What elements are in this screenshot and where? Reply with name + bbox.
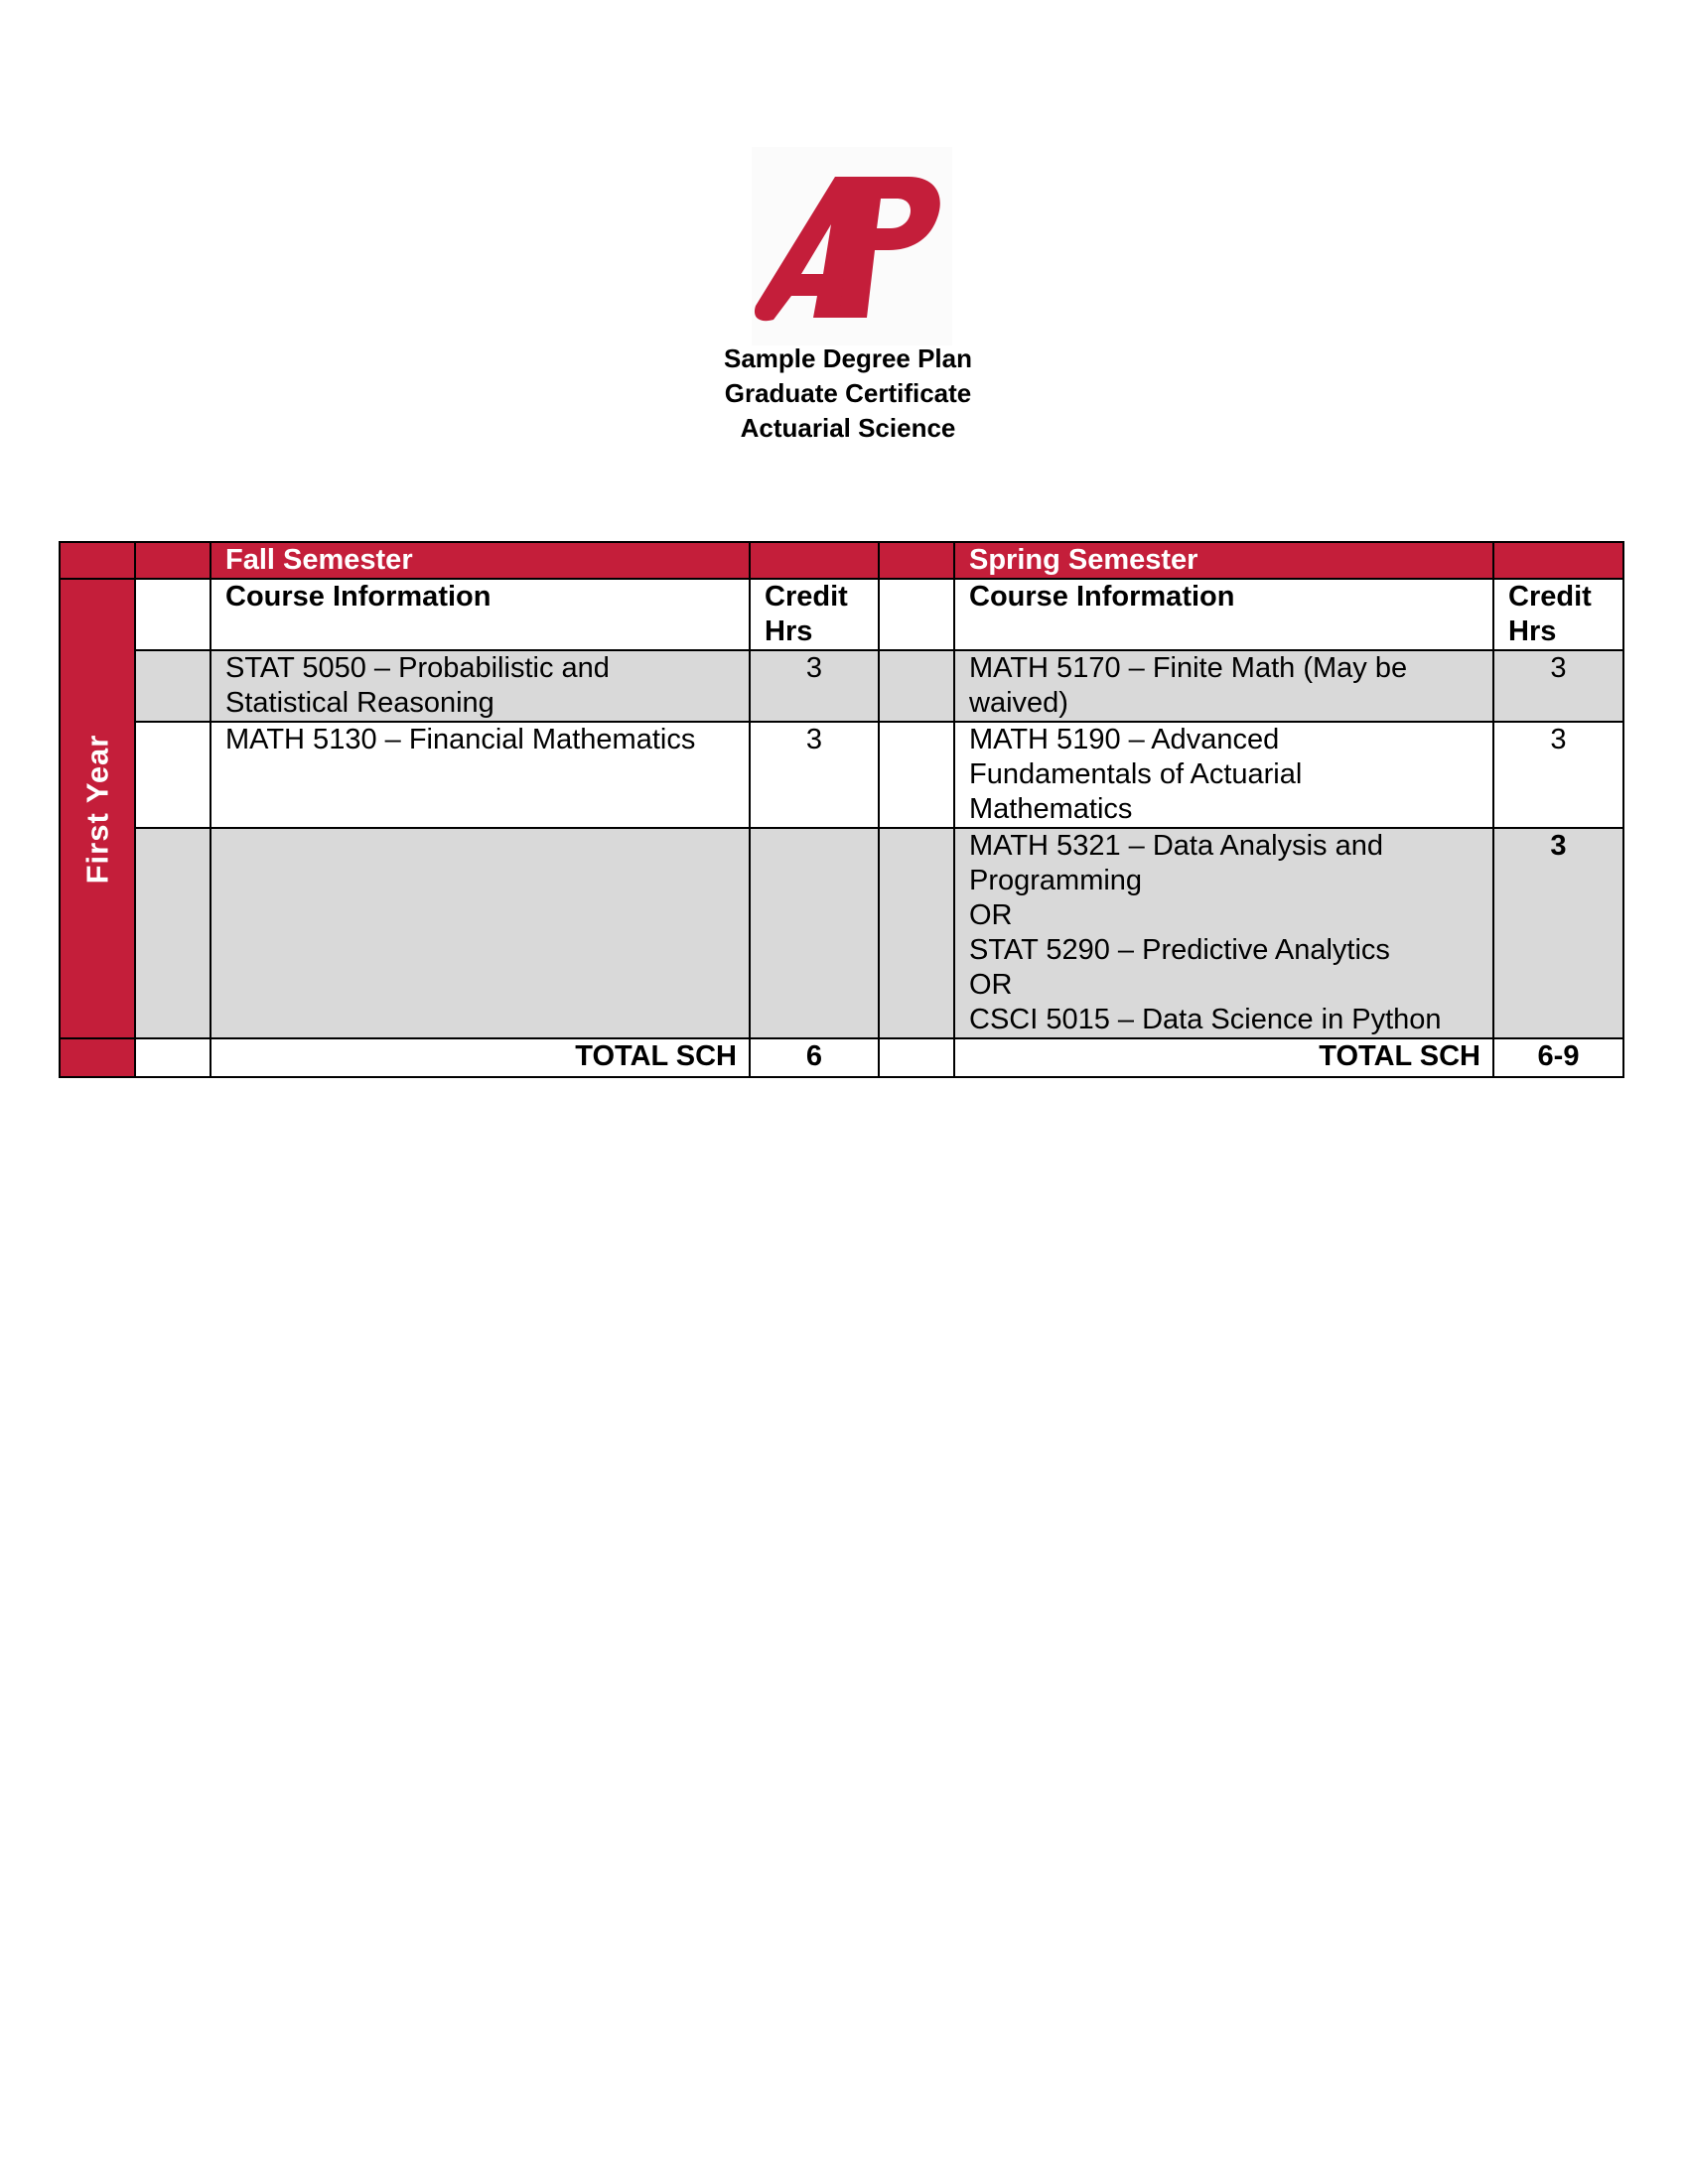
course-line: STAT 5290 – Predictive Analytics [969,934,1390,966]
course-line: waived) [969,687,1068,719]
spring-course-info-header: Course Information [954,579,1493,650]
spring-credit-header-line2: Hrs [1508,615,1557,647]
spring-credit-cell: 3 [1493,650,1623,722]
fall-course-cell [211,722,750,828]
fall-credit-cell: 3 [750,722,879,828]
spring-total-value: 6-9 [1493,1038,1623,1077]
middle-spacer [879,1038,954,1077]
spring-credit-header-line1: Credit [1508,581,1592,613]
fall-credit-header-line1: Credit [765,581,848,613]
fall-credit-cell [750,828,879,1038]
fall-course-info-header: Course Information [211,579,750,650]
semester-header-row [60,542,1623,579]
document-titles [0,341,1688,446]
course-line: STAT 5050 – Probabilistic and [225,652,610,684]
table-row [60,828,1623,1038]
fall-course-cell [211,650,750,722]
course-line: Fundamentals of Actuarial [969,758,1303,790]
fall-total-label: TOTAL SCH [211,1038,750,1077]
title-graduate-certificate: Graduate Certificate [724,378,972,408]
fall-credit-header [750,579,879,650]
course-line: MATH 5170 – Finite Math (May be [969,652,1408,684]
column-header-row [60,579,1623,650]
course-line: MATH 5321 – Data Analysis and [969,830,1383,862]
middle-spacer [879,650,954,722]
year-footer-cell [60,1038,135,1077]
table-row [60,722,1623,828]
ap-logo-mark [752,147,952,345]
spacer-cell [135,542,211,579]
middle-spacer [879,828,954,1038]
spring-semester-header: Spring Semester [954,542,1493,579]
course-line: Programming [969,865,1143,896]
apsu-logo [752,147,952,345]
fall-course-cell [211,828,750,1038]
fall-credit-header-line2: Hrs [765,615,813,647]
spacer-cell [135,579,211,650]
fall-credit-spacer [750,542,879,579]
title-actuarial-science: Actuarial Science [740,413,956,443]
course-line: CSCI 5015 – Data Science in Python [969,1004,1442,1035]
spring-credit-spacer [1493,542,1623,579]
spacer-cell [135,1038,211,1077]
spring-credit-cell: 3 [1493,828,1623,1038]
course-line: MATH 5130 – Financial Mathematics [225,724,696,755]
spacer-cell [135,828,211,1038]
middle-spacer [879,542,954,579]
course-line: Statistical Reasoning [225,687,494,719]
spacer-cell [135,650,211,722]
spring-credit-cell: 3 [1493,722,1623,828]
course-line: OR [969,969,1013,1001]
totals-row [60,1038,1623,1077]
fall-total-value: 6 [750,1038,879,1077]
spring-course-cell [954,828,1493,1038]
title-sample-degree-plan: Sample Degree Plan [724,343,972,373]
middle-spacer [879,722,954,828]
year-label: First Year [79,734,115,884]
fall-credit-cell: 3 [750,650,879,722]
middle-spacer [879,579,954,650]
degree-plan-table [59,541,1624,1078]
year-cell [60,579,135,1038]
spring-total-label: TOTAL SCH [954,1038,1493,1077]
spacer-cell [135,722,211,828]
spring-course-cell [954,650,1493,722]
spring-course-cell [954,722,1493,828]
corner-cell [60,542,135,579]
fall-semester-header: Fall Semester [211,542,750,579]
course-line: OR [969,899,1013,931]
course-line: Mathematics [969,793,1133,825]
table-row [60,650,1623,722]
spring-credit-header [1493,579,1623,650]
course-line: MATH 5190 – Advanced [969,724,1280,755]
